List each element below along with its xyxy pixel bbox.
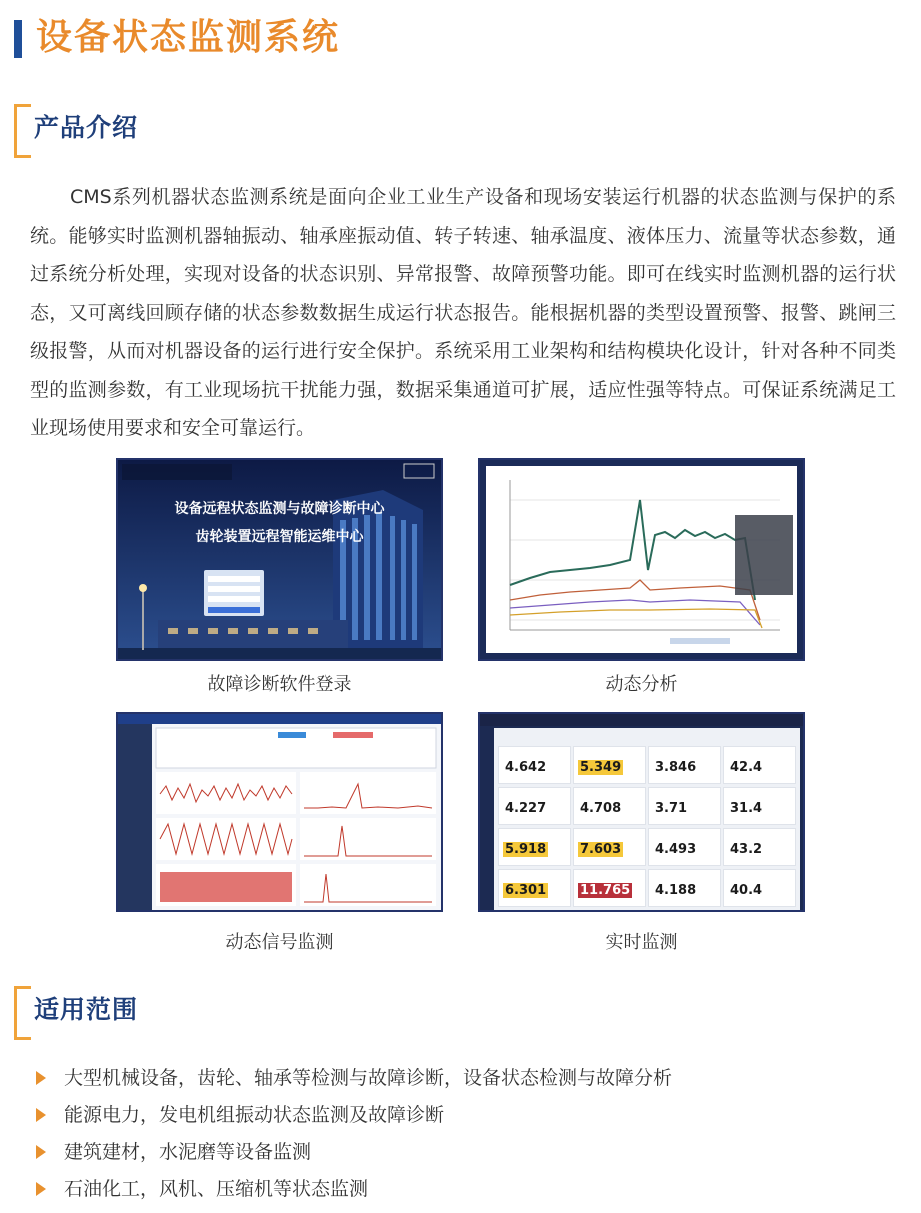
realtime-grid bbox=[498, 746, 798, 908]
login-illustration bbox=[118, 460, 441, 659]
dynamic-analysis-screenshot bbox=[478, 458, 805, 661]
signal-chart-illustration bbox=[118, 714, 441, 910]
realtime-tile bbox=[573, 787, 646, 825]
realtime-value: 5.918 bbox=[505, 842, 547, 857]
realtime-value: 3.846 bbox=[655, 760, 697, 775]
arrow-right-icon bbox=[36, 1071, 46, 1085]
realtime-tile bbox=[723, 787, 796, 825]
intro-paragraph-text: CMS系列机器状态监测系统是面向企业工业生产设备和现场安装运行机器的状态监测与保护的系统。能够实时监测机器轴振动、轴承座振动值、转子转速、轴承温度、液体压力、流量等状态参数，通过系统分析处理，实现对设备的状态识别、异常报警、故障预警功能。即可在线实时监测机器的运行状态，又可离线回顾存储的状态参数数据生成运行状态报告。能根据机器的类型设置预警、报警、跳闸三级报警，从而对机器设备的运行进行安全保护。系统采用工业架构和结构模块化设计，针对各种不同类型的监测参数，有工业现场抗干扰能力强，数据采集通道可扩展，适应性强等特点。可保证系统满足工业现场使用要求和安全可靠运行。 bbox=[30, 186, 896, 439]
realtime-value: 4.708 bbox=[580, 801, 622, 816]
realtime-tile bbox=[648, 746, 721, 784]
realtime-panel bbox=[494, 728, 800, 910]
realtime-screenshot bbox=[478, 712, 805, 912]
realtime-tile bbox=[498, 746, 571, 784]
page-title: 设备状态监测系统 bbox=[36, 17, 341, 58]
realtime-tile bbox=[648, 869, 721, 907]
scope-item: 大型机械设备，齿轮、轴承等检测与故障诊断，设备状态检测与故障分析 bbox=[36, 1063, 672, 1093]
realtime-value: 5.349 bbox=[580, 760, 622, 775]
login-screenshot bbox=[116, 458, 443, 661]
realtime-value: 43.2 bbox=[730, 842, 763, 857]
realtime-tile bbox=[498, 869, 571, 907]
realtime-tile bbox=[723, 869, 796, 907]
realtime-value: 11.765 bbox=[580, 883, 631, 898]
realtime-value: 4.642 bbox=[505, 760, 547, 775]
title-accent-bar bbox=[14, 20, 22, 58]
realtime-value: 6.301 bbox=[505, 883, 547, 898]
realtime-tile bbox=[648, 828, 721, 866]
realtime-value: 4.493 bbox=[655, 842, 697, 857]
realtime-tile bbox=[498, 787, 571, 825]
arrow-right-icon bbox=[36, 1145, 46, 1159]
signal-monitoring-caption: 动态信号监测 bbox=[225, 932, 334, 953]
realtime-value: 3.71 bbox=[655, 801, 688, 816]
login-heading-1: 设备远程状态监测与故障诊断中心 bbox=[174, 501, 385, 517]
realtime-value: 7.603 bbox=[580, 842, 622, 857]
realtime-tile bbox=[723, 828, 796, 866]
scope-item: 能源电力，发电机组振动状态监测及故障诊断 bbox=[36, 1100, 444, 1130]
realtime-value: 4.227 bbox=[505, 801, 547, 816]
section-heading-scope: 适用范围 bbox=[34, 995, 139, 1024]
realtime-tile bbox=[573, 828, 646, 866]
section-bracket bbox=[14, 986, 31, 1040]
realtime-value: 4.188 bbox=[655, 883, 697, 898]
section-bracket bbox=[14, 104, 31, 158]
realtime-tile bbox=[498, 828, 571, 866]
realtime-value: 31.4 bbox=[730, 801, 763, 816]
realtime-caption: 实时监测 bbox=[605, 932, 678, 953]
signal-monitoring-screenshot bbox=[116, 712, 443, 912]
scope-item: 石油化工，风机、压缩机等状态监测 bbox=[36, 1174, 368, 1204]
realtime-tile bbox=[723, 746, 796, 784]
section-heading-intro: 产品介绍 bbox=[34, 113, 139, 142]
arrow-right-icon bbox=[36, 1108, 46, 1122]
realtime-topbar bbox=[480, 714, 803, 726]
intro-paragraph bbox=[30, 178, 896, 448]
realtime-value: 42.4 bbox=[730, 760, 763, 775]
login-caption: 故障诊断软件登录 bbox=[207, 674, 352, 695]
realtime-tile bbox=[573, 869, 646, 907]
realtime-tile bbox=[648, 787, 721, 825]
login-heading-2: 齿轮装置远程智能运维中心 bbox=[195, 529, 364, 545]
realtime-value: 40.4 bbox=[730, 883, 763, 898]
dynamic-analysis-caption: 动态分析 bbox=[605, 674, 678, 695]
scope-item: 建筑建材，水泥磨等设备监测 bbox=[36, 1137, 311, 1167]
realtime-tile bbox=[573, 746, 646, 784]
arrow-right-icon bbox=[36, 1182, 46, 1196]
trend-chart-illustration bbox=[480, 460, 803, 659]
